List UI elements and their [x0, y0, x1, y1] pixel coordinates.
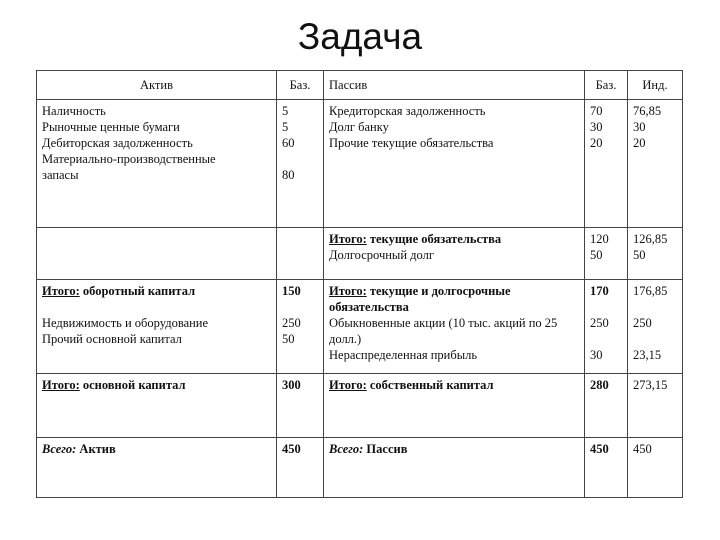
asset-value: 5 [282, 104, 289, 118]
fixed-capital-value [277, 374, 324, 438]
long-term-debt: Долгосрочный долг [329, 248, 434, 262]
total-label: Итого: [329, 378, 367, 392]
total-label: Итого: [42, 284, 80, 298]
total-value: 150 [282, 284, 301, 298]
empty-cell [277, 228, 324, 280]
baz-value: 120 [590, 232, 609, 246]
total-text: текущие и долгосрочные обязательства [329, 284, 511, 314]
liability-baz-value: 20 [590, 136, 603, 150]
total-assets-value [277, 438, 324, 498]
total-assets [37, 438, 277, 498]
baz-value: 280 [590, 378, 609, 392]
row2-baz [585, 228, 628, 280]
baz-value: 450 [590, 442, 609, 456]
baz-value: 30 [590, 348, 603, 362]
asset-value: 5 [282, 120, 289, 134]
total-liabilities-ind [628, 438, 683, 498]
liability-ind-value: 76,85 [633, 104, 662, 118]
liabilities-ind [628, 100, 683, 228]
current-liabilities-list [324, 100, 585, 228]
header-passiv: Пассив [324, 71, 585, 100]
liability-item: Кредиторская задолженность [329, 104, 486, 118]
baz-value: 50 [590, 248, 603, 262]
row3-baz [585, 280, 628, 374]
liability-baz-value: 30 [590, 120, 603, 134]
header-baz-1: Баз. [277, 71, 324, 100]
fixed-capital-total [37, 374, 277, 438]
current-assets-list [37, 100, 277, 228]
asset-item: Дебиторская задолженность [42, 136, 193, 150]
ind-value: 50 [633, 248, 646, 262]
asset-item: Материально-производственные [42, 152, 216, 166]
ind-value: 450 [633, 442, 652, 456]
asset-value: 60 [282, 136, 295, 150]
equity-baz [585, 374, 628, 438]
asset-item: Рыночные ценные бумаги [42, 120, 180, 134]
page-title: Задача [297, 16, 423, 57]
current-liabilities-total [324, 228, 585, 280]
total-text: собственный капитал [366, 378, 494, 392]
header-aktiv: Актив [37, 71, 277, 100]
total-text: Пассив [363, 442, 408, 456]
liability-ind-value: 30 [633, 120, 646, 134]
total-text: основной капитал [79, 378, 186, 392]
asset-value: 250 [282, 316, 301, 330]
equity-total [324, 374, 585, 438]
working-capital-values [277, 280, 324, 374]
asset-value: 80 [282, 168, 295, 182]
table-row [37, 228, 683, 280]
liability-item: Долг банку [329, 120, 389, 134]
asset-value: 50 [282, 332, 295, 346]
total-label: Всего: [329, 442, 364, 456]
total-text: текущие обязательства [366, 232, 502, 246]
total-liabilities [324, 438, 585, 498]
asset-item: Недвижимость и оборудование [42, 316, 209, 330]
current-assets-values [277, 100, 324, 228]
header-baz-2: Баз. [585, 71, 628, 100]
ind-value: 176,85 [633, 284, 668, 298]
empty-cell [37, 228, 277, 280]
liabilities-baz [585, 100, 628, 228]
balance-table [36, 70, 683, 498]
total-label: Итого: [42, 378, 80, 392]
ind-value: 273,15 [633, 378, 668, 392]
total-value: 450 [282, 442, 301, 456]
baz-value: 170 [590, 284, 609, 298]
ind-value: 23,15 [633, 348, 662, 362]
asset-item: запасы [42, 168, 79, 182]
total-value: 300 [282, 378, 301, 392]
row2-ind [628, 228, 683, 280]
header-row [37, 71, 683, 100]
table-row [37, 100, 683, 228]
total-liabilities-baz [585, 438, 628, 498]
total-label: Итого: [329, 232, 367, 246]
working-capital-cell [37, 280, 277, 374]
asset-item: Наличность [42, 104, 106, 118]
total-text: Актив [76, 442, 116, 456]
equity-ind [628, 374, 683, 438]
liabilities-equity-cell [324, 280, 585, 374]
liability-ind-value: 20 [633, 136, 646, 150]
table-row [37, 280, 683, 374]
ind-value: 126,85 [633, 232, 668, 246]
row3-ind [628, 280, 683, 374]
ind-value: 250 [633, 316, 652, 330]
liability-baz-value: 70 [590, 104, 603, 118]
baz-value: 250 [590, 316, 609, 330]
liability-item: Прочие текущие обязательства [329, 136, 494, 150]
retained-earnings: Нераспределенная прибыль [329, 348, 478, 362]
header-ind: Инд. [628, 71, 683, 100]
total-label: Всего: [42, 442, 77, 456]
total-text: оборотный капитал [79, 284, 196, 298]
table-row [37, 438, 683, 498]
total-label: Итого: [329, 284, 367, 298]
table-row [37, 374, 683, 438]
asset-item: Прочий основной капитал [42, 332, 182, 346]
common-shares: Обыкновенные акции (10 тыс. акций по 25 долл.) [329, 316, 558, 346]
